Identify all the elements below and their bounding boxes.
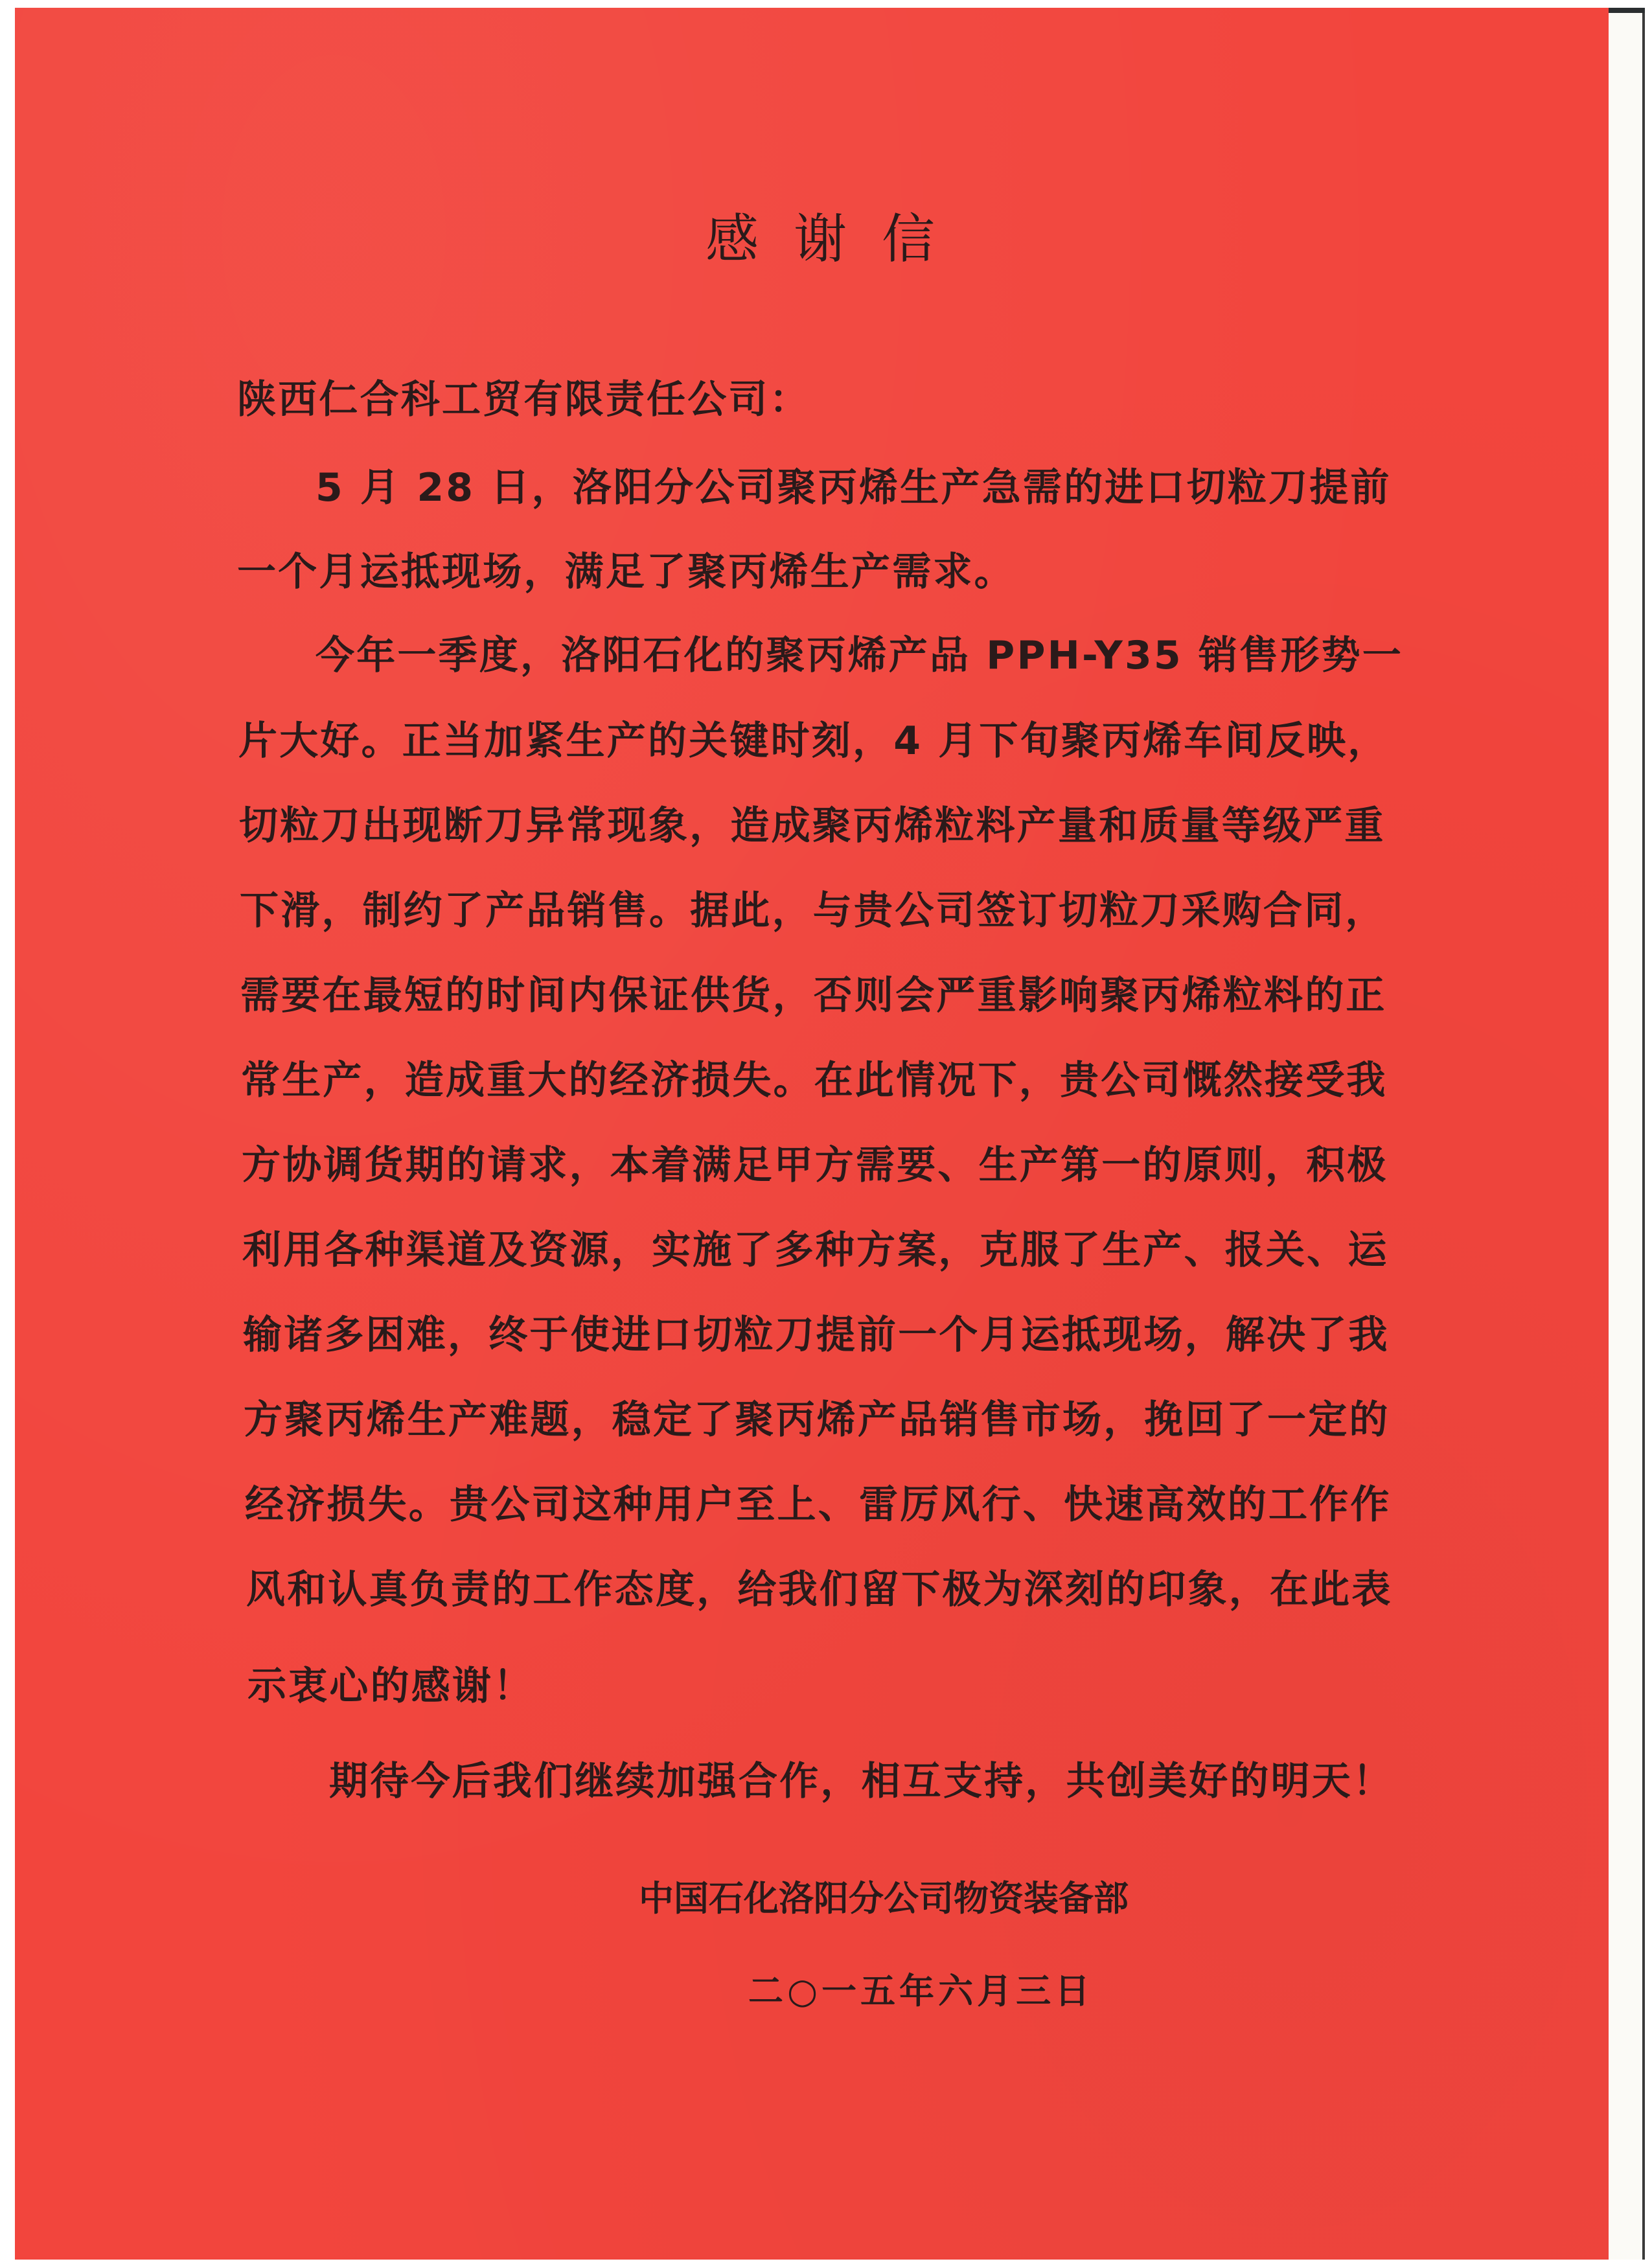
paragraph-2-line-12: 风和认真负责的工作态度，给我们留下极为深刻的印象，在此表 [246,1567,1393,1612]
paragraph-2-line-5: 需要在最短的时间内保证供货，否则会严重影响聚丙烯粒料的正 [240,973,1387,1018]
paragraph-2-line-8: 利用各种渠道及资源，实施了多种方案，克服了生产、报关、运 [242,1228,1389,1273]
paragraph-2-line-2: 片大好。正当加紧生产的关键时刻，4 月下旬聚丙烯车间反映， [238,718,1389,764]
letter-title: 感谢信 [705,209,970,270]
scan-edge-shadow [1609,8,1645,13]
paragraph-2-line-7: 方协调货期的请求，本着满足甲方需要、生产第一的原则，积极 [242,1143,1388,1188]
signature-department: 中国石化洛阳分公司物资装备部 [639,1878,1129,1919]
paragraph-2-line-13: 示衷心的感谢！ [247,1664,534,1709]
paragraph-3-line-1: 期待今后我们继续加强合作，相互支持，共创美好的明天！ [329,1759,1394,1804]
salutation: 陕西仁合科工贸有限责任公司： [237,377,810,422]
paragraph-2-line-3: 切粒刀出现断刀异常现象，造成聚丙烯粒料产量和质量等级严重 [239,803,1386,849]
paragraph-2-line-9: 输诸多困难，终于使进口切粒刀提前一个月运抵现场，解决了我 [243,1312,1390,1358]
paragraph-2-line-4: 下滑，制约了产品销售。据此，与贵公司签订切粒刀采购合同， [240,888,1386,934]
paragraph-2-line-6: 常生产，造成重大的经济损失。在此情况下，贵公司慨然接受我 [241,1058,1388,1103]
scan-margin-strip [1609,8,1645,2260]
paragraph-2-line-11: 经济损失。贵公司这种用户至上、雷厉风行、快速高效的工作作 [245,1482,1392,1528]
paragraph-1-line-2: 一个月运抵现场，满足了聚丙烯生产需求。 [237,549,1015,595]
paragraph-1-line-1: 5 月 28 日，洛阳分公司聚丙烯生产急需的进口切粒刀提前 [315,465,1392,510]
paragraph-2-line-1: 今年一季度，洛阳石化的聚丙烯产品 PPH-Y35 销售形势一 [315,633,1403,678]
paragraph-2-line-10: 方聚丙烯生产难题，稳定了聚丙烯产品销售市场，挽回了一定的 [244,1397,1390,1443]
thank-you-letter-page [15,8,1609,2260]
letter-date: 二○一五年六月三日 [748,1971,1094,2011]
